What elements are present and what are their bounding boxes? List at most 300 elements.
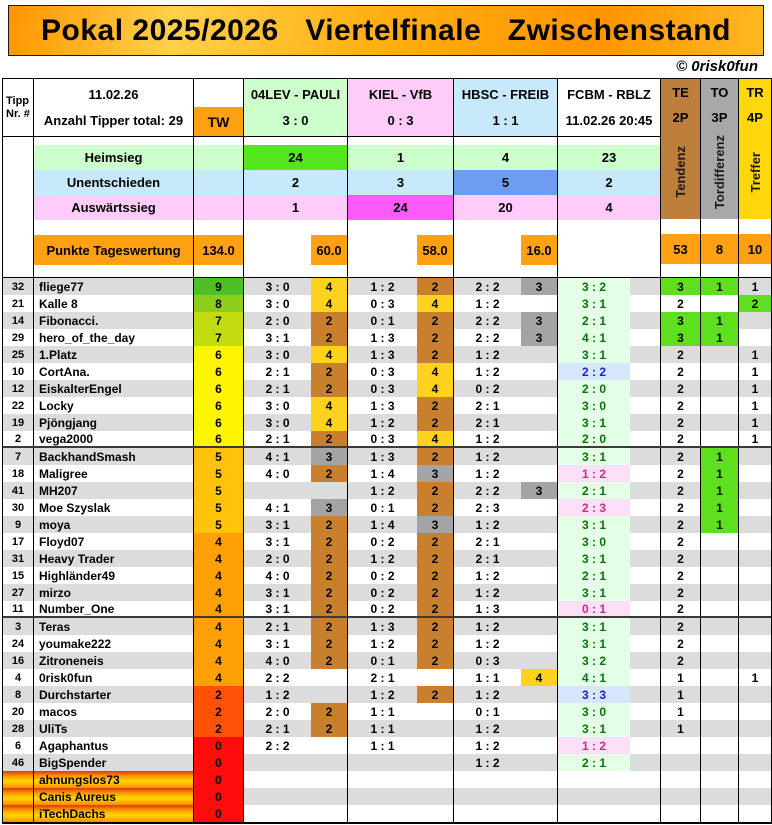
match2-prediction	[348, 754, 417, 771]
match3-points	[521, 788, 557, 805]
match2-cell	[348, 618, 454, 635]
player-name: Durchstarter	[34, 686, 194, 703]
player-row	[3, 499, 771, 516]
match1-points	[311, 771, 347, 788]
match2-cell	[348, 550, 454, 567]
points-day-row	[3, 235, 661, 265]
player-row	[3, 278, 771, 295]
match4-points	[630, 346, 660, 363]
treffer-points	[739, 788, 771, 805]
match3-points	[521, 295, 557, 312]
match-header-3	[454, 79, 558, 136]
match-name: KIEL - VfB	[368, 87, 433, 103]
match4-cell	[558, 771, 661, 788]
match1-prediction	[244, 482, 311, 499]
player-nr: 16	[3, 652, 34, 669]
match3-prediction: 1 : 2	[475, 449, 500, 464]
points-column-te	[661, 79, 701, 277]
match1-cell	[244, 584, 348, 601]
match2-points: 2	[417, 482, 453, 499]
match4-prediction	[558, 805, 630, 822]
match1-cell	[244, 686, 348, 703]
points-day-spacer	[558, 235, 630, 265]
match2-points: 2	[417, 686, 453, 703]
header-date: 11.02.26	[88, 87, 139, 103]
match2-prediction: 1 : 4	[370, 517, 395, 532]
match1-cell	[244, 567, 348, 584]
match2-prediction: 1 : 1	[370, 738, 395, 753]
match1-prediction: 2 : 2	[265, 670, 290, 685]
match3-cell	[454, 550, 558, 567]
match4-cell	[558, 414, 661, 431]
tendenz-points	[661, 754, 701, 771]
match3-prediction: 2 : 2	[475, 483, 500, 498]
summary-tw-cell	[194, 145, 244, 170]
player-row	[3, 805, 771, 822]
gap-cell	[348, 220, 454, 235]
points-day-value: 58.0	[417, 235, 453, 265]
match2-prediction: 1 : 2	[370, 279, 395, 294]
match2-points: 4	[417, 431, 453, 446]
match4-prediction: 3 : 1	[558, 414, 630, 431]
player-tw-points: 4	[194, 584, 244, 601]
tordifferenz-points	[701, 601, 739, 616]
player-tw-points: 5	[194, 448, 244, 465]
match3-cell	[454, 465, 558, 482]
match4-cell	[558, 499, 661, 516]
match2-prediction: 1 : 4	[370, 466, 395, 481]
match1-cell	[244, 771, 348, 788]
match2-cell	[348, 601, 454, 616]
player-row	[3, 635, 771, 652]
player-row	[3, 754, 771, 771]
player-tw-points: 8	[194, 295, 244, 312]
match3-cell	[454, 346, 558, 363]
match4-prediction: 1 : 2	[558, 737, 630, 754]
match4-cell	[558, 754, 661, 771]
match1-cell	[244, 431, 348, 446]
match3-prediction: 1 : 3	[475, 601, 500, 616]
match4-points	[630, 669, 660, 686]
match2-prediction: 1 : 1	[370, 704, 395, 719]
match4-cell	[558, 312, 661, 329]
match4-prediction: 3 : 1	[558, 516, 630, 533]
match3-cell	[454, 737, 558, 754]
gap-cell	[3, 265, 34, 278]
gap-cell	[558, 265, 661, 278]
tendenz-points: 2	[661, 380, 701, 397]
player-tw-points: 4	[194, 601, 244, 616]
match4-cell	[558, 448, 661, 465]
match3-prediction: 1 : 2	[475, 738, 500, 753]
match3-prediction	[454, 788, 521, 805]
match2-points: 2	[417, 584, 453, 601]
player-nr: 14	[3, 312, 34, 329]
summary-value: 24	[348, 195, 454, 220]
player-name: moya	[34, 516, 194, 533]
summary-value: 2	[558, 170, 661, 195]
gap-cell	[244, 220, 348, 235]
match3-prediction: 1 : 2	[475, 721, 500, 736]
match3-cell	[454, 686, 558, 703]
gap-cell	[34, 265, 194, 278]
match-result: 11.02.26 20:45	[565, 112, 653, 128]
match1-prediction: 3 : 1	[265, 601, 290, 616]
match4-prediction: 3 : 1	[558, 584, 630, 601]
points-column-header	[739, 79, 771, 219]
match1-points: 2	[311, 380, 347, 397]
match3-prediction: 1 : 2	[475, 364, 500, 379]
match1-points: 4	[311, 397, 347, 414]
tendenz-points: 1	[661, 669, 701, 686]
match4-prediction: 3 : 0	[558, 703, 630, 720]
match1-cell	[244, 618, 348, 635]
player-nr	[3, 771, 34, 788]
match1-points	[311, 686, 347, 703]
player-tw-points: 6	[194, 380, 244, 397]
match1-points	[311, 482, 347, 499]
gap-cell	[3, 220, 34, 235]
match4-cell	[558, 601, 661, 616]
match1-cell	[244, 363, 348, 380]
tordifferenz-points	[701, 550, 739, 567]
match3-cell	[454, 431, 558, 446]
player-row	[3, 465, 771, 482]
player-row	[3, 516, 771, 533]
match3-points	[521, 754, 557, 771]
treffer-points	[739, 516, 771, 533]
summary-row	[3, 170, 661, 195]
match3-cell	[454, 771, 558, 788]
gap-cell	[454, 137, 558, 145]
tendenz-points: 2	[661, 618, 701, 635]
match1-cell	[244, 414, 348, 431]
gap-cell	[34, 137, 194, 145]
match4-cell	[558, 652, 661, 669]
match2-cell	[348, 448, 454, 465]
tendenz-points: 2	[661, 414, 701, 431]
player-tw-points: 2	[194, 720, 244, 737]
summary-tw-cell	[194, 195, 244, 220]
match3-cell	[454, 703, 558, 720]
player-nr: 3	[3, 618, 34, 635]
page-title: Pokal 2025/2026 Viertelfinale Zwischenstand	[8, 5, 764, 56]
summary-value: 20	[454, 195, 558, 220]
treffer-points: 1	[739, 380, 771, 397]
match4-cell	[558, 346, 661, 363]
tendenz-points: 2	[661, 601, 701, 616]
match4-prediction: 3 : 2	[558, 652, 630, 669]
match2-points: 2	[417, 329, 453, 346]
gap-row	[3, 265, 661, 278]
player-tw-points: 2	[194, 686, 244, 703]
player-name: Floyd07	[34, 533, 194, 550]
match4-points	[630, 686, 660, 703]
treffer-points	[739, 652, 771, 669]
tordifferenz-points: 1	[701, 465, 739, 482]
match4-points	[630, 618, 660, 635]
points-column-header	[701, 79, 738, 219]
player-row	[3, 737, 771, 754]
points-day-match-3	[454, 235, 558, 265]
match1-prediction: 2 : 1	[265, 619, 290, 634]
match4-prediction: 4 : 1	[558, 669, 630, 686]
summary-value: 4	[454, 145, 558, 170]
player-name: 0risk0fun	[34, 669, 194, 686]
match4-points	[630, 312, 660, 329]
points-column-points: 2P	[672, 110, 689, 125]
summary-value: 2	[244, 170, 348, 195]
tordifferenz-points	[701, 652, 739, 669]
match4-cell	[558, 584, 661, 601]
match1-prediction: 2 : 1	[265, 431, 290, 446]
player-tw-points: 4	[194, 618, 244, 635]
tordifferenz-points	[701, 295, 739, 312]
player-row	[3, 703, 771, 720]
player-tw-points: 4	[194, 550, 244, 567]
match1-cell	[244, 805, 348, 822]
match2-cell	[348, 295, 454, 312]
tordifferenz-points	[701, 584, 739, 601]
match3-prediction: 1 : 2	[475, 687, 500, 702]
gap-cell	[194, 220, 244, 235]
summary-nr-cell	[3, 145, 34, 170]
player-row	[3, 584, 771, 601]
player-row	[3, 686, 771, 703]
gap-cell	[194, 265, 244, 278]
match3-points: 4	[521, 669, 557, 686]
points-day-to: 8	[701, 234, 738, 264]
player-row	[3, 771, 771, 788]
match1-prediction: 2 : 2	[265, 738, 290, 753]
gap-row	[3, 220, 661, 235]
header-row	[3, 79, 661, 137]
match2-cell	[348, 584, 454, 601]
match4-prediction: 2 : 1	[558, 482, 630, 499]
match1-points: 2	[311, 550, 347, 567]
player-row	[3, 295, 771, 312]
match1-points: 2	[311, 431, 347, 446]
player-rows	[3, 277, 771, 824]
match4-points	[630, 584, 660, 601]
points-column-points: 4P	[747, 110, 763, 125]
match1-prediction	[244, 788, 311, 805]
player-row	[3, 652, 771, 669]
player-name: Teras	[34, 618, 194, 635]
tendenz-points: 2	[661, 295, 701, 312]
match3-cell	[454, 397, 558, 414]
tendenz-points: 1	[661, 686, 701, 703]
match1-cell	[244, 788, 348, 805]
player-name: Heavy Trader	[34, 550, 194, 567]
treffer-points	[739, 550, 771, 567]
match4-prediction: 2 : 3	[558, 499, 630, 516]
player-nr: 6	[3, 737, 34, 754]
summary-label: Auswärtssieg	[34, 195, 194, 220]
match4-points	[630, 482, 660, 499]
match2-points: 2	[417, 499, 453, 516]
player-name: mirzo	[34, 584, 194, 601]
match1-prediction: 3 : 1	[265, 517, 290, 532]
treffer-points	[739, 703, 771, 720]
player-nr: 11	[3, 601, 34, 616]
match3-cell	[454, 652, 558, 669]
match2-points: 4	[417, 363, 453, 380]
match4-cell	[558, 397, 661, 414]
tendenz-points: 2	[661, 499, 701, 516]
match3-prediction: 1 : 2	[475, 585, 500, 600]
match3-points	[521, 652, 557, 669]
match3-points: 3	[521, 482, 557, 499]
match3-cell	[454, 584, 558, 601]
points-day-tr: 10	[739, 234, 771, 264]
player-nr: 17	[3, 533, 34, 550]
match4-prediction: 3 : 1	[558, 346, 630, 363]
match1-prediction: 3 : 1	[265, 330, 290, 345]
gap-cell	[701, 264, 738, 277]
match1-points: 2	[311, 516, 347, 533]
summary-value: 23	[558, 145, 661, 170]
match1-cell	[244, 465, 348, 482]
match1-points: 2	[311, 329, 347, 346]
match4-prediction: 0 : 1	[558, 601, 630, 616]
match1-points: 2	[311, 584, 347, 601]
match2-prediction: 1 : 2	[370, 636, 395, 651]
treffer-points	[739, 754, 771, 771]
match3-prediction: 2 : 1	[475, 534, 500, 549]
tendenz-points: 2	[661, 584, 701, 601]
header-right-point-columns	[661, 79, 771, 277]
player-name: Locky	[34, 397, 194, 414]
treffer-points: 1	[739, 363, 771, 380]
player-tw-points: 4	[194, 635, 244, 652]
match4-points	[630, 652, 660, 669]
match3-cell	[454, 414, 558, 431]
tendenz-points: 2	[661, 635, 701, 652]
player-tw-points: 4	[194, 567, 244, 584]
match2-points	[417, 771, 453, 788]
match4-points	[630, 737, 660, 754]
match3-cell	[454, 601, 558, 616]
match2-prediction: 0 : 3	[370, 381, 395, 396]
points-day-total: 134.0	[194, 235, 244, 265]
player-name: Canis Aureus	[34, 788, 194, 805]
player-nr: 24	[3, 635, 34, 652]
player-name: MH207	[34, 482, 194, 499]
match3-points: 3	[521, 278, 557, 295]
match4-cell	[558, 516, 661, 533]
match4-cell	[558, 703, 661, 720]
player-row	[3, 533, 771, 550]
match4-points	[630, 431, 660, 446]
player-row	[3, 482, 771, 499]
treffer-points: 1	[739, 414, 771, 431]
match4-cell	[558, 295, 661, 312]
match3-points	[521, 363, 557, 380]
tendenz-points: 3	[661, 278, 701, 295]
match1-points	[311, 754, 347, 771]
match4-points	[630, 329, 660, 346]
tordifferenz-points	[701, 635, 739, 652]
gap-cell	[244, 137, 348, 145]
match3-prediction: 0 : 2	[475, 381, 500, 396]
match1-points	[311, 805, 347, 822]
tordifferenz-points	[701, 414, 739, 431]
match3-points	[521, 601, 557, 616]
match4-points	[630, 550, 660, 567]
match4-cell	[558, 737, 661, 754]
match3-cell	[454, 567, 558, 584]
match1-cell	[244, 329, 348, 346]
player-nr: 2	[3, 431, 34, 446]
match3-cell	[454, 720, 558, 737]
match3-prediction: 1 : 2	[475, 568, 500, 583]
match3-points	[521, 737, 557, 754]
match-result: 1 : 1	[492, 112, 519, 128]
match1-prediction: 2 : 0	[265, 704, 290, 719]
match3-cell	[454, 482, 558, 499]
match2-prediction: 1 : 3	[370, 330, 395, 345]
player-name: Number_One	[34, 601, 194, 616]
player-tw-points: 4	[194, 533, 244, 550]
player-name: Pjöngjang	[34, 414, 194, 431]
match1-prediction: 3 : 0	[265, 296, 290, 311]
match2-points: 4	[417, 295, 453, 312]
match3-cell	[454, 805, 558, 822]
points-day-value: 60.0	[311, 235, 347, 265]
match3-points	[521, 703, 557, 720]
match2-prediction: 1 : 1	[370, 721, 395, 736]
match4-prediction	[558, 788, 630, 805]
match3-prediction	[454, 805, 521, 822]
match3-prediction: 1 : 2	[475, 347, 500, 362]
match1-prediction	[244, 805, 311, 822]
match1-cell	[244, 499, 348, 516]
match2-cell	[348, 788, 454, 805]
match1-cell	[244, 601, 348, 616]
treffer-points	[739, 533, 771, 550]
player-name: BigSpender	[34, 754, 194, 771]
match2-cell	[348, 805, 454, 822]
gap-cell	[348, 137, 454, 145]
match2-cell	[348, 397, 454, 414]
match2-cell	[348, 567, 454, 584]
match1-prediction: 4 : 0	[265, 568, 290, 583]
match2-cell	[348, 431, 454, 446]
match3-prediction: 1 : 2	[475, 296, 500, 311]
player-name: macos	[34, 703, 194, 720]
player-tw-points: 2	[194, 703, 244, 720]
match4-cell	[558, 482, 661, 499]
match1-prediction	[244, 754, 311, 771]
player-tw-points: 5	[194, 499, 244, 516]
match1-points: 2	[311, 618, 347, 635]
player-nr: 21	[3, 295, 34, 312]
header-left	[3, 79, 661, 278]
match3-prediction: 1 : 2	[475, 466, 500, 481]
player-tw-points: 4	[194, 652, 244, 669]
gap-cell	[558, 137, 661, 145]
tendenz-points: 2	[661, 363, 701, 380]
summary-nr-cell	[3, 195, 34, 220]
match1-cell	[244, 669, 348, 686]
match4-prediction: 4 : 1	[558, 329, 630, 346]
match2-prediction	[348, 788, 417, 805]
tordifferenz-points	[701, 720, 739, 737]
match2-cell	[348, 669, 454, 686]
treffer-points	[739, 720, 771, 737]
match1-points: 2	[311, 601, 347, 616]
